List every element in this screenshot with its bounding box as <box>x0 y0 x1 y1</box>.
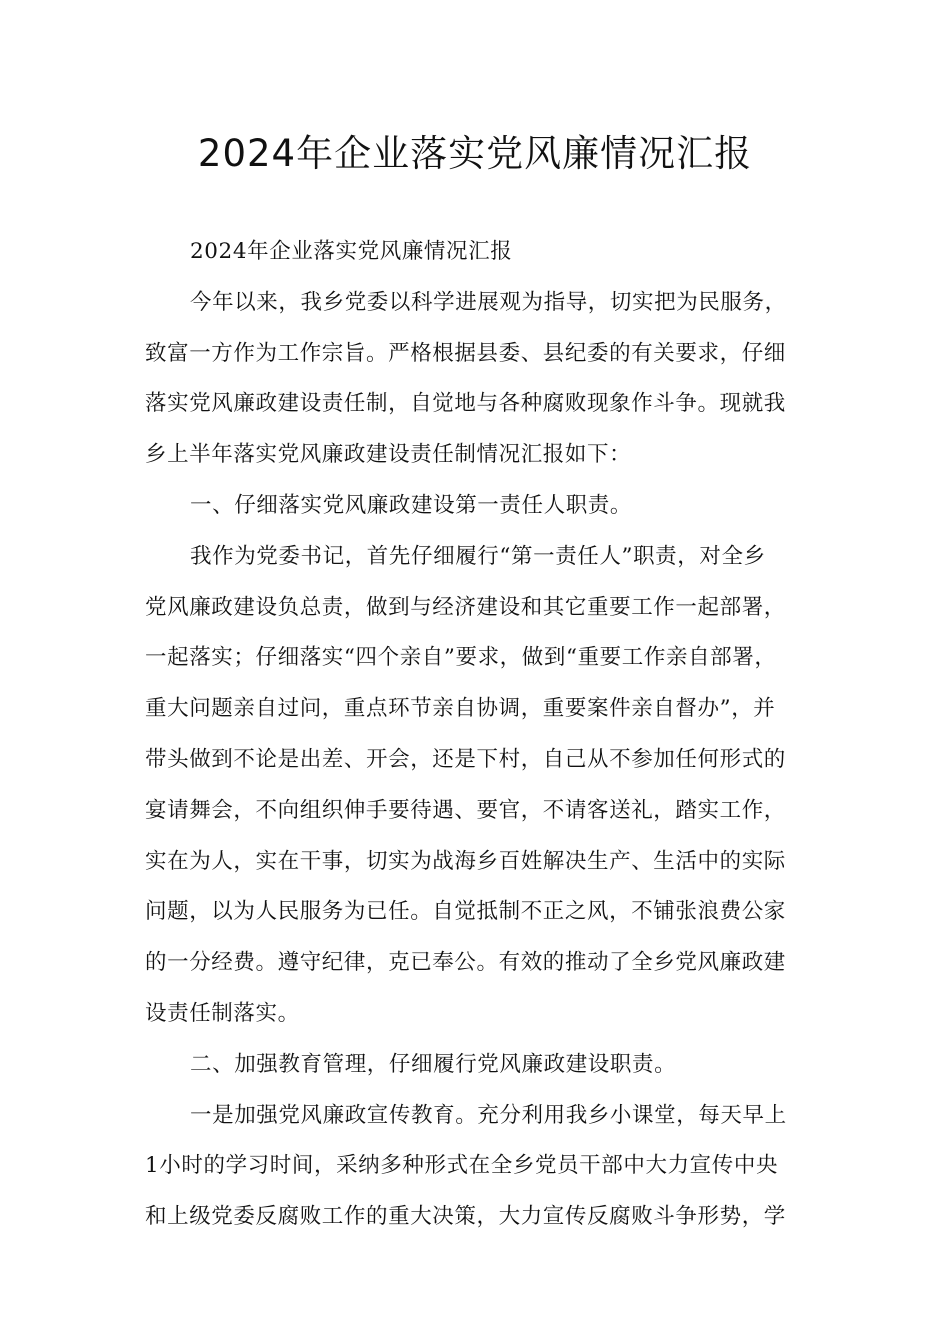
document-title: 2024年企业落实党风廉情况汇报 <box>197 132 753 175</box>
body-line: 实在为人，实在干事，切实为战海乡百姓解决生产、生活中的实际 <box>145 848 786 874</box>
body-line: 问题，以为人民服务为已任。自觉抵制不正之风，不铺张浪费公家 <box>145 899 786 925</box>
body-line: 设责任制落实。 <box>145 1000 300 1026</box>
body-line: 重大问题亲自过问，重点环节亲自协调，重要案件亲自督办”，并 <box>145 696 776 722</box>
body-line: 一起落实；仔细落实“四个亲自”要求，做到“重要工作亲自部署， <box>145 645 777 671</box>
body-line: 宴请舞会，不向组织伸手要待遇、要官，不请客送礼，踏实工作， <box>145 797 786 823</box>
body-line: 党风廉政建设负总责，做到与经济建设和其它重要工作一起部署， <box>145 594 786 620</box>
body-line: 乡上半年落实党风廉政建设责任制情况汇报如下： <box>145 442 632 468</box>
document-body <box>145 227 825 1243</box>
body-line: 今年以来，我乡党委以科学进展观为指导，切实把为民服务， <box>190 289 787 315</box>
body-line: 落实党风廉政建设责任制，自觉地与各种腐败现象作斗争。现就我 <box>145 391 786 417</box>
body-line: 2024年企业落实党风廉情况汇报 <box>190 239 513 264</box>
body-line: 带头做到不论是出差、开会，还是下村，自己从不参加任何形式的 <box>145 746 786 772</box>
body-line: 致富一方作为工作宗旨。严格根据县委、县纪委的有关要求，仔细 <box>145 340 786 366</box>
section-heading: 二、加强教育管理，仔细履行党风廉政建设职责。 <box>190 1051 677 1077</box>
body-line: 的一分经费。遵守纪律，克已奉公。有效的推动了全乡党风廉政建 <box>145 950 786 976</box>
body-line: 一是加强党风廉政宣传教育。充分利用我乡小课堂，每天早上 <box>190 1102 787 1128</box>
body-line: 1小时的学习时间，采纳多种形式在全乡党员干部中大力宣传中央 <box>145 1153 779 1179</box>
body-line: 和上级党委反腐败工作的重大决策，大力宣传反腐败斗争形势，学 <box>145 1204 786 1230</box>
section-heading: 一、仔细落实党风廉政建设第一责任人职责。 <box>190 492 633 518</box>
body-line: 我作为党委书记，首先仔细履行“第一责任人”职责，对全乡 <box>190 543 766 569</box>
